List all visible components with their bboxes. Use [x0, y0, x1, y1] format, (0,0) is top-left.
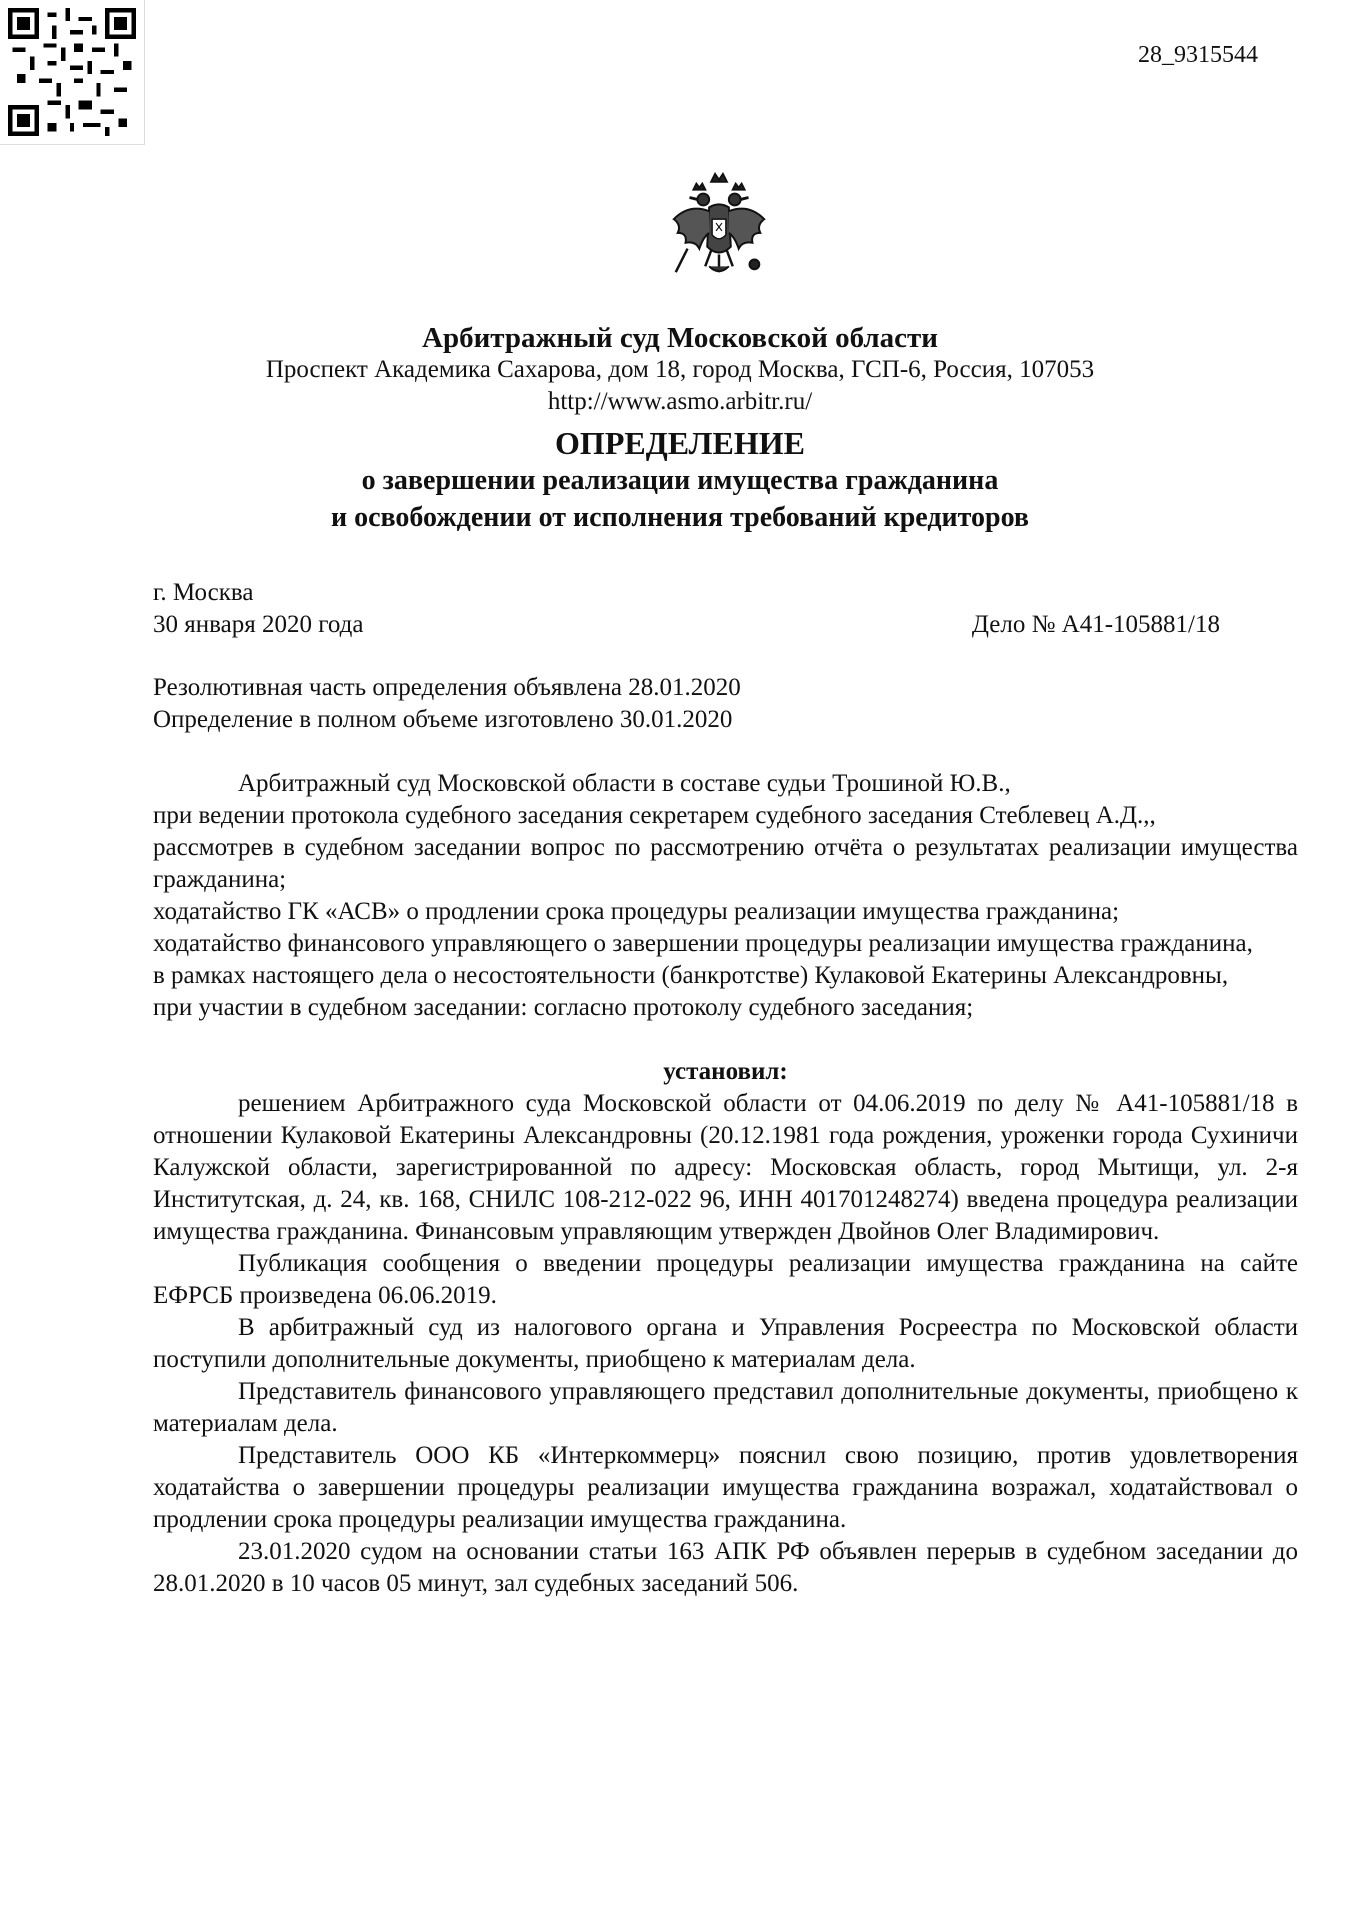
intro-line: рассмотрев в судебном заседании вопрос по рассмотрению отчёта о результатах реализации имущества гражданина; — [153, 834, 1298, 893]
qr-code-icon — [0, 0, 145, 145]
court-name: Арбитражный суд Московской области — [422, 322, 938, 354]
body-paragraph: Представитель ООО КБ «Интеркоммерц» пояснил свою позицию, против удовлетворения ходатайства о завершении процедуры реализации имущества гражданина возражал, ходатайствовал о продлении срока процедуры реализации имущества гражданина. — [153, 1442, 1298, 1533]
body-paragraph: решением Арбитражного суда Московской области от 04.06.2019 по делу № А41-105881/18 в отношении Кулаковой Екатерины Александровны (20.12.1981 года рождения, уроженки города Сухиничи Калужской области, зарегистрированной по адресу: Московская область, город Мытищи, ул. 2-я Институтская, д. 24, кв. 168, СНИЛС 108-212-022 96, ИНН 401701248274) введена процедура реализации имущества гражданина. Финансовым управляющим утвержден Двойнов Олег Владимирович. — [153, 1090, 1298, 1245]
decision-date: 30 января 2020 года — [153, 611, 364, 638]
intro-line: Арбитражный суд Московской области в составе судьи Трошиной Ю.В., — [238, 770, 1011, 797]
intro-line: при участии в судебном заседании: согласно протоколу судебного заседания; — [153, 994, 974, 1021]
body-paragraph: В арбитражный суд из налогового органа и Управления Росреестра по Московской области поступили дополнительные документы, приобщено к материалам дела. — [153, 1314, 1298, 1373]
document-type: ОПРЕДЕЛЕНИЕ — [555, 425, 805, 461]
intro-line: в рамках настоящего дела о несостоятельности (банкротстве) Кулаковой Екатерины Александровны, — [153, 962, 1229, 989]
body-paragraph: 23.01.2020 судом на основании статьи 163 АПК РФ объявлен перерыв в судебном заседании до 28.01.2020 в 10 часов 05 минут, зал судебных заседаний 506. — [153, 1538, 1298, 1597]
document-subtitle-line-1: о завершении реализации имущества гражданина — [361, 465, 999, 496]
body-paragraph: Представитель финансового управляющего представил дополнительные документы, приобщено к материалам дела. — [153, 1378, 1298, 1437]
body-paragraph: Публикация сообщения о введении процедуры реализации имущества гражданина на сайте ЕФРСБ произведена 06.06.2019. — [153, 1250, 1298, 1309]
date-row — [153, 609, 1220, 641]
resolution-announced: Резолютивная часть определения объявлена 28.01.2020 — [153, 674, 741, 701]
russian-coat-of-arms-icon — [660, 168, 778, 286]
place-and-date — [153, 577, 1220, 641]
court-header — [150, 322, 1210, 536]
announcement-block — [153, 672, 1220, 736]
court-url: http://www.asmo.arbitr.ru/ — [547, 388, 813, 415]
place: г. Москва — [153, 579, 254, 606]
document-id: 28_9315544 — [1138, 42, 1258, 68]
intro-line: при ведении протокола судебного заседания секретарем судебного заседания Стеблевец А.Д.,, — [153, 802, 1156, 829]
established-heading: установил: — [663, 1058, 788, 1085]
document-body — [153, 768, 1298, 1600]
case-number: Дело № А41-105881/18 — [971, 611, 1220, 638]
document-subtitle-line-2: и освобождении от исполнения требований кредиторов — [330, 502, 1030, 533]
intro-line: ходатайство ГК «АСВ» о продлении срока процедуры реализации имущества гражданина; — [153, 898, 1120, 925]
full-text-prepared: Определение в полном объеме изготовлено 30.01.2020 — [153, 706, 733, 733]
court-address: Проспект Академика Сахарова, дом 18, город Москва, ГСП-6, Россия, 107053 — [265, 356, 1095, 383]
intro-line: ходатайство финансового управляющего о завершении процедуры реализации имущества гражданина, — [153, 930, 1253, 957]
